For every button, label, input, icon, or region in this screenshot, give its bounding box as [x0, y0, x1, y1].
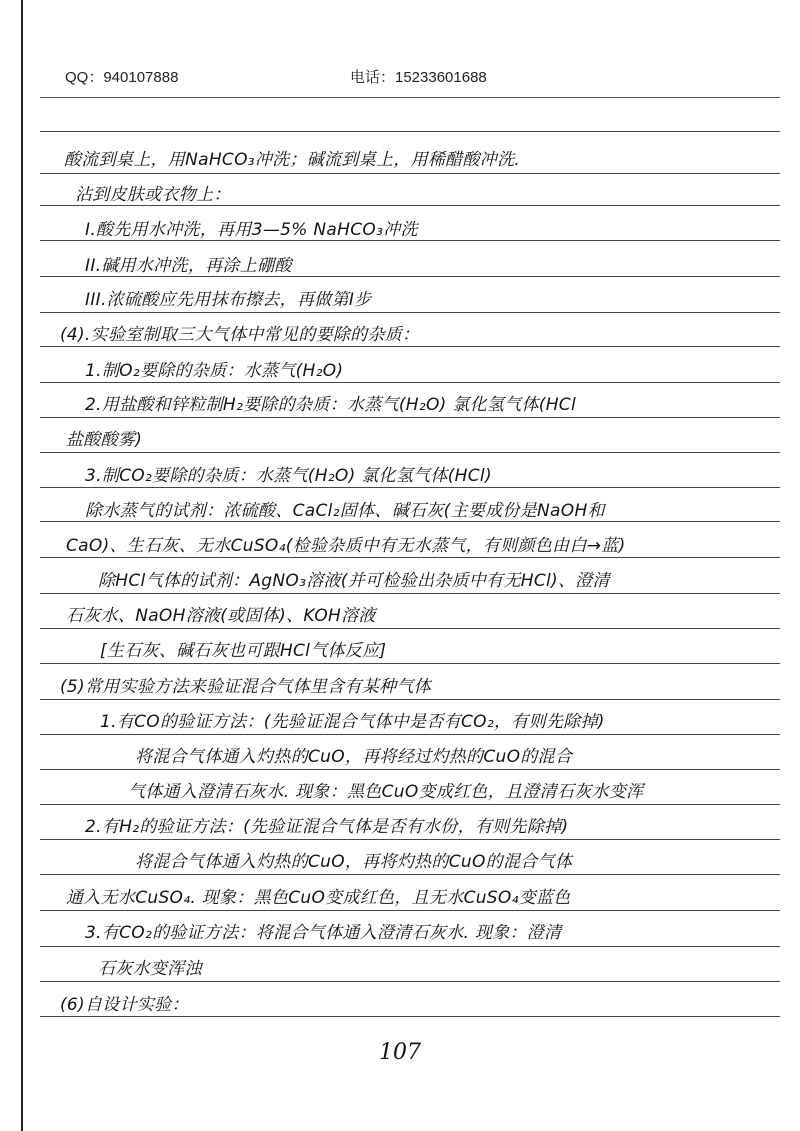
note-line: 除水蒸气的试剂：浓硫酸、CaCl₂固体、碱石灰(主要成份是NaOH和	[85, 501, 605, 521]
note-line: 通入无水CuSO₄. 现象：黑色CuO变成红色，且无水CuSO₄变蓝色	[66, 888, 571, 908]
note-line: 除HCl气体的试剂：AgNO₃溶液(并可检验出杂质中有无HCl)、澄清	[98, 571, 610, 591]
note-line: 2.用盐酸和锌粒制H₂要除的杂质：水蒸气(H₂O) 氯化氢气体(HCl	[85, 395, 576, 415]
note-line: 1.制O₂要除的杂质：水蒸气(H₂O)	[85, 361, 344, 381]
ruled-line	[40, 734, 780, 735]
note-line: 将混合气体通入灼热的CuO，再将灼热的CuO的混合气体	[135, 852, 573, 872]
note-line: 将混合气体通入灼热的CuO，再将经过灼热的CuO的混合	[135, 747, 573, 767]
ruled-line	[40, 769, 780, 770]
ruled-line	[40, 593, 780, 594]
note-line: 3.制CO₂要除的杂质：水蒸气(H₂O) 氯化氢气体(HCl)	[85, 466, 492, 486]
note-line: 石灰水变浑浊	[98, 959, 202, 979]
phone-contact: 电话：15233601688	[350, 69, 487, 86]
page-number: 107	[379, 1040, 421, 1065]
ruled-line	[40, 981, 780, 982]
note-line: CaO)、生石灰、无水CuSO₄(检验杂质中有无水蒸气，有则颜色由白→蓝)	[66, 536, 626, 556]
ruled-line	[40, 874, 780, 875]
ruled-line	[40, 839, 780, 840]
ruled-line	[40, 173, 780, 174]
note-line: 沾到皮肤或衣物上：	[75, 185, 231, 205]
note-line: 1.有CO的验证方法：(先验证混合气体中是否有CO₂，有则先除掉)	[100, 712, 605, 732]
note-line: 盐酸酸雾)	[66, 430, 143, 450]
header-divider	[40, 97, 780, 98]
note-line: 3.有CO₂的验证方法：将混合气体通入澄清石灰水. 现象：澄清	[85, 923, 562, 943]
ruled-line	[40, 699, 780, 700]
note-line: 气体通入澄清石灰水. 现象：黑色CuO变成红色，且澄清石灰水变浑	[128, 782, 644, 802]
note-line: (6)自设计实验：	[60, 995, 189, 1015]
note-line: 酸流到桌上，用NaHCO₃冲洗；碱流到桌上，用稀醋酸冲洗.	[64, 150, 521, 170]
qq-contact: QQ：940107888	[65, 69, 179, 86]
note-line: (5)常用实验方法来验证混合气体里含有某种气体	[60, 677, 431, 697]
ruled-line	[40, 628, 780, 629]
ruled-line	[40, 312, 780, 313]
note-line: II.碱用水冲洗，再涂上硼酸	[85, 256, 292, 276]
ruled-line	[40, 131, 780, 132]
page-margin-line	[21, 0, 23, 1131]
note-line: 石灰水、NaOH溶液(或固体)、KOH溶液	[66, 606, 376, 626]
page-header	[65, 66, 765, 90]
ruled-line	[40, 417, 780, 418]
ruled-line	[40, 946, 780, 947]
ruled-line	[40, 663, 780, 664]
ruled-line	[40, 910, 780, 911]
ruled-line	[40, 804, 780, 805]
note-line: (4).实验室制取三大气体中常见的要除的杂质：	[60, 325, 420, 345]
ruled-line	[40, 452, 780, 453]
note-line: I.酸先用水冲洗，再用3—5% NaHCO₃冲洗	[85, 220, 418, 240]
note-line: 2.有H₂的验证方法：(先验证混合气体是否有水份，有则先除掉)	[85, 817, 569, 837]
note-line: [生石灰、碱石灰也可跟HCl气体反应]	[100, 641, 387, 661]
note-line: III.浓硫酸应先用抹布擦去，再做第I步	[85, 290, 372, 310]
